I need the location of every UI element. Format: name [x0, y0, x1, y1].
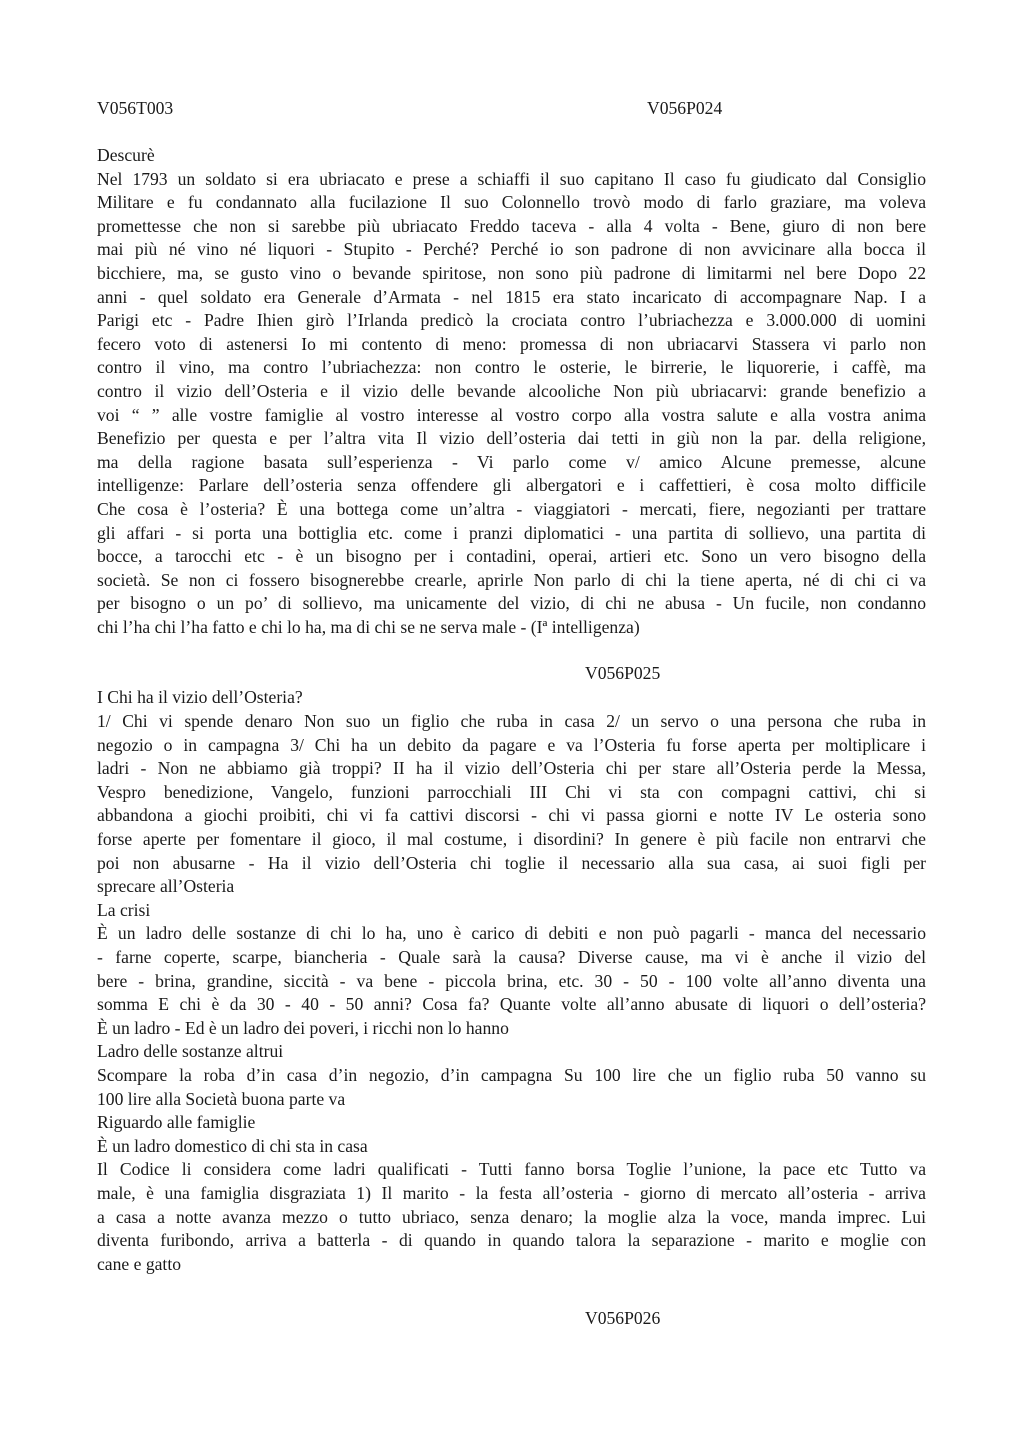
- text-line: Che cosa è l’osteria? È una bottega come un’altra - viaggiatori - mercati, fiere, negozianti per trattare: [97, 498, 926, 519]
- text-line: forse aperte per fomentare il gioco, il mal costume, i disordini? In genere è più facile non entrarvi che: [97, 829, 926, 850]
- text-line: sprecare all’Osteria: [97, 876, 235, 897]
- text-line: negozio o in campagna 3/ Chi ha un debito da pagare e va l’Osteria fu forse aperta per moltiplicare i: [97, 734, 926, 755]
- text-line: Scompare la roba d’in casa d’in negozio, d’in campagna Su 100 lire che un figlio ruba 50 vanno su: [97, 1064, 926, 1085]
- text-line: cane e gatto: [97, 1253, 182, 1274]
- text-line: È un ladro domestico di chi sta in casa: [97, 1135, 368, 1156]
- text-line: intelligenze: Parlare dell’osteria senza offendere gli albergatori e i caffettieri, è cosa molto difficile: [97, 475, 926, 496]
- text-line: Nel 1793 un soldato si era ubriacato e prese a schiaffi il suo capitano Il caso fu giudicato dal Consiglio: [97, 168, 926, 189]
- text-line: somma E chi è da 30 - 40 - 50 anni? Cosa fa? Quante volte all’anno abusate di liquori o dell’osteria?: [97, 994, 926, 1015]
- text-line: anni - quel soldato era Generale d’Armata - nel 1815 era stato incaricato di accompagnare Nap. I a: [97, 286, 926, 307]
- text-line: bocce, a tarocchi etc - è un bisogno per i contadini, operai, artieri etc. Sono un vero bisogno della: [97, 546, 926, 567]
- text-line: bere - brina, grandine, siccità - va bene - piccola brina, etc. 30 - 50 - 100 volte all’anno diventa una: [97, 970, 926, 991]
- text-line: Ladro delle sostanze altrui: [97, 1041, 284, 1062]
- text-line: È un ladro delle sostanze di chi lo ha, uno è carico di debiti e non può pagarli - manca del necessario: [97, 923, 926, 944]
- text-line: I Chi ha il vizio dell’Osteria?: [97, 687, 303, 708]
- page-header: [97, 97, 926, 121]
- section-descure: [97, 144, 926, 639]
- text-line: contro il vizio dell’Osteria e il vizio delle bevande alcooliche Non più ubriacarvi: grande benefizio a: [97, 380, 926, 401]
- text-line: Militare e fu condannato alla fucilazione Il suo Colonnello trovò modo di farlo graziare, ma voleva: [97, 192, 926, 213]
- page-id: V056P024: [647, 98, 723, 118]
- page-id-p026: V056P026: [585, 1308, 661, 1328]
- text-line: È un ladro - Ed è un ladro dei poveri, i ricchi non lo hanno: [97, 1017, 509, 1038]
- text-line: Riguardo alle famiglie: [97, 1112, 256, 1133]
- page-id-p025: V056P025: [585, 663, 661, 684]
- text-line: abbandona a giochi proibiti, chi vi fa cattivi discorsi - chi vi passa giorni e notte IV Le osteria sono: [97, 805, 926, 826]
- text-line: promettesse che non si sarebbe più ubriacato Freddo taceva - alla 4 volta - Bene, giuro di non bere: [97, 215, 926, 236]
- page-marker-p025: [97, 662, 926, 686]
- text-line: società. Se non ci fossero bisognerebbe crearle, aprirle Non parlo di chi la tiene aperta, né di chi ci va: [97, 569, 926, 590]
- document-page: [97, 97, 926, 1276]
- section-osteria: [97, 686, 926, 1276]
- text-line: contro il vino, ma contro l’ubriachezza: non contro le osterie, le birrerie, le liquorerie, i caffè, ma: [97, 357, 926, 378]
- text-line: gli affari - si porta una bottiglia etc. come i pranzi diplomatici - una partita di sollievo, una partita di: [97, 522, 926, 543]
- text-line: La crisi: [97, 899, 151, 920]
- text-line: Il Codice li considera come ladri qualificati - Tutti fanno borsa Toglie l’unione, la pace etc Tutto va: [97, 1159, 926, 1180]
- text-line: Vespro benedizione, Vangelo, funzioni parrocchiali III Chi vi sta con compagni cattivi, chi si: [97, 781, 926, 802]
- text-line: Parigi etc - Padre Ihien girò l’Irlanda predicò la crociata contro l’ubriachezza e 3.000.000 di uomini: [97, 310, 926, 331]
- text-line: - farne coperte, scarpe, biancheria - Quale sarà la causa? Diverse cause, ma vi è anche il vizio del: [97, 947, 926, 967]
- text-line: ma della ragione basata sull’esperienza - Vi parlo come v/ amico Alcune premesse, alcune: [97, 451, 926, 472]
- text-line: per bisogno o un po’ di sollievo, ma unicamente del vizio, di chi ne abusa - Un fucile, non condanno: [97, 593, 926, 614]
- text-line: 100 lire alla Società buona parte va: [97, 1088, 346, 1109]
- text-line: male, è una famiglia disgraziata 1) Il marito - la festa all’osteria - giorno di mercato all’osteria - arriva: [97, 1182, 926, 1203]
- section-body: [97, 168, 926, 640]
- text-line: diventa furibondo, arriva a batterla - di quando in quando talora la separazione - marito e moglie con: [97, 1230, 926, 1251]
- section-title: Descurè: [97, 145, 155, 165]
- text-line: ladri - Non ne abbiamo già troppi? II ha il vizio dell’Osteria chi per stare all’Osteria perde la Messa,: [97, 758, 926, 779]
- text-line: a casa a notte avanza mezzo o tutto ubriaco, senza denaro; la moglie alza la voce, manda imprec. Lui: [97, 1206, 926, 1227]
- text-line: voi “ ” alle vostre famiglie al vostro interesse al vostro corpo alla vostra salute e alla vostra anima: [97, 404, 926, 425]
- text-line: poi non abusarne - Ha il vizio dell’Osteria chi toglie il necessario alla sua casa, ai suoi figli per: [97, 852, 926, 873]
- text-line: Benefizio per questa e per l’altra vita Il vizio dell’osteria dai tetti in giù non la par. della religione,: [97, 428, 926, 449]
- text-line: chi l’ha chi l’ha fatto e chi lo ha, ma di chi se ne serva male - (Iª intelligenza): [97, 616, 640, 637]
- text-line: mai più né vino né liquori - Stupito - Perché? Perché io son padrone di non avvicinare alla bocca il: [97, 239, 926, 260]
- document-id: V056T003: [97, 98, 174, 118]
- text-line: fecero voto di astenersi Io mi contento di meno: promessa di non ubriacarvi Stassera vi parlo non: [97, 333, 926, 354]
- text-line: bicchiere, ma, se gusto vino o bevande spiritose, non sono più padrone di limitarmi nel bere Dopo 22: [97, 262, 926, 283]
- text-line: 1/ Chi vi spende denaro Non suo un figlio che ruba in casa 2/ un servo o una persona che ruba in: [97, 711, 926, 732]
